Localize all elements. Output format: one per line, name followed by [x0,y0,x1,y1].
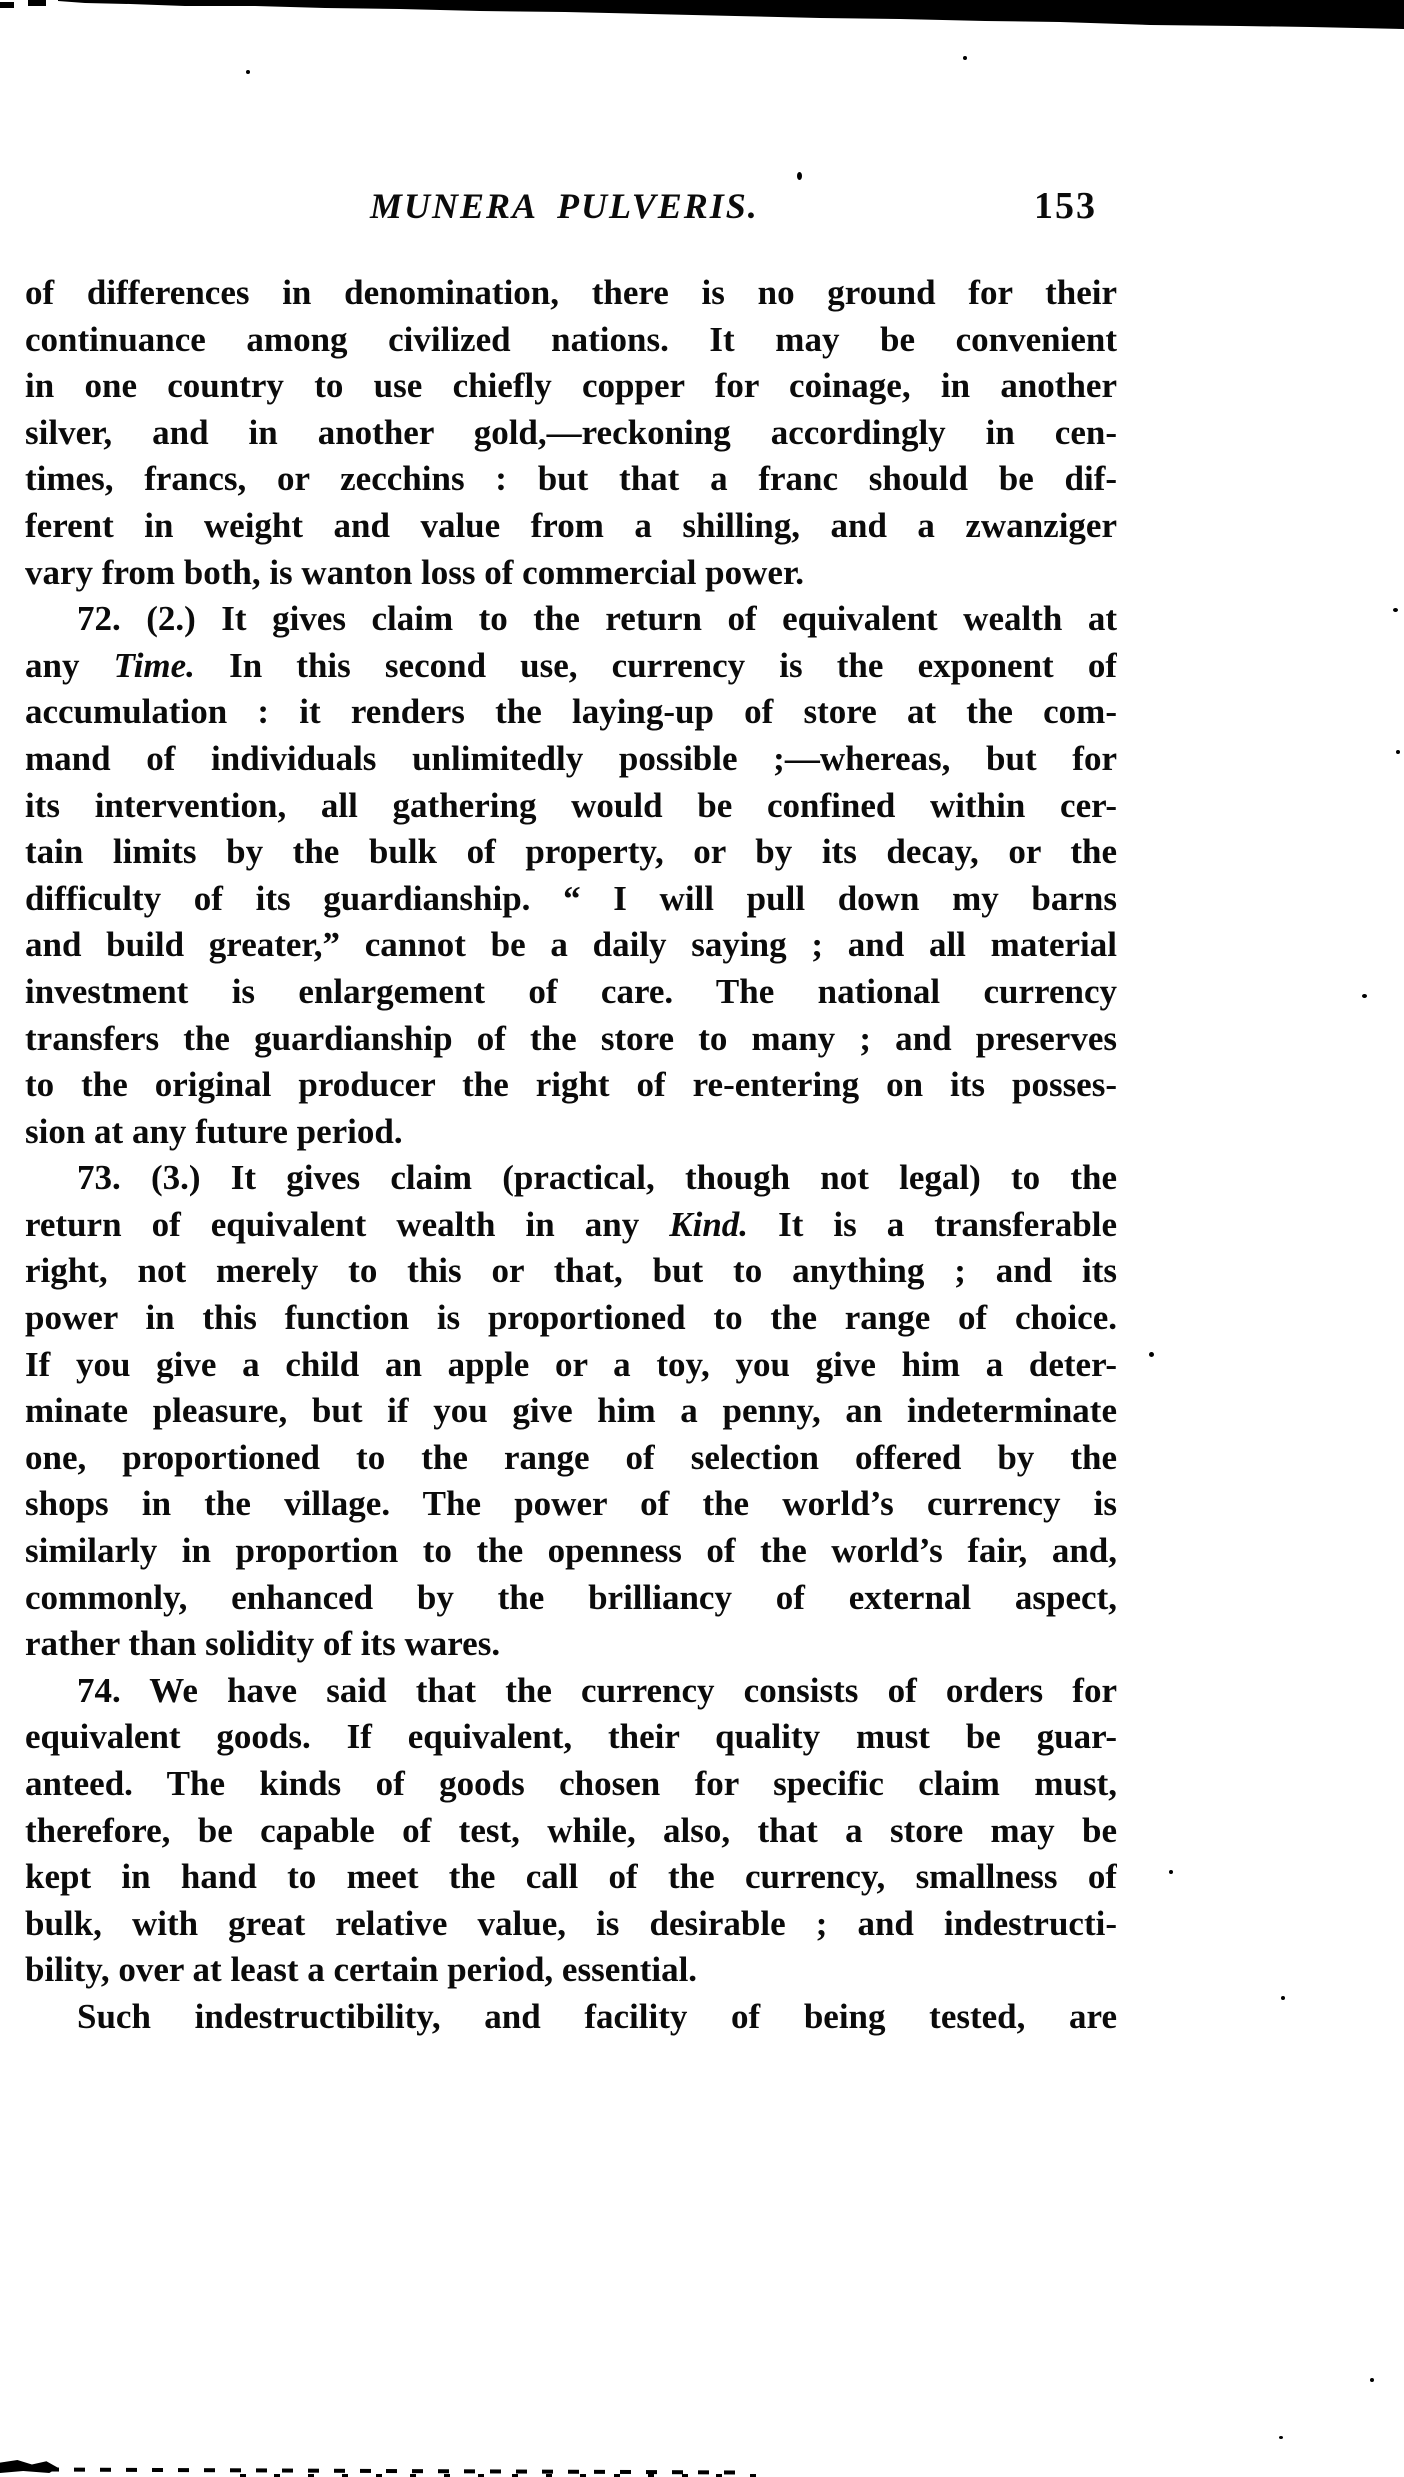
text-line: one, proportioned to the range of selection offered by the [25,1437,1117,1477]
text-line: sion at any future period. [25,1111,403,1151]
italic-word: Time. [113,645,195,685]
text-line: vary from both, is wanton loss of commercial power. [25,552,805,592]
ink-speck [963,56,967,60]
ink-speck [797,172,802,180]
ink-speck [1169,1870,1173,1874]
ink-speck [1370,2378,1374,2382]
italic-word: Kind. [669,1204,749,1244]
ink-speck [246,70,250,74]
paragraph-1 [25,270,1117,596]
scan-speck [0,2,14,8]
text-line: 72. (2.) It gives claim to the return of equivalent wealth at [77,599,1117,639]
text-segment: In this second use, currency is the exponent of [194,645,1117,685]
text-line: silver, and in another gold,—reckoning accordingly in cen- [25,412,1117,452]
text-line: right, not merely to this or that, but to anything ; and its [25,1251,1117,1291]
running-header [0,184,1404,228]
ink-speck [1362,994,1367,998]
ink-speck [1279,2436,1283,2439]
text-line: bility, over at least a certain period, essential. [25,1950,698,1990]
scan-speck [28,0,46,6]
text-line: Such indestructibility, and facility of being tested, are [77,1996,1117,2036]
text-line: transfers the guardianship of the store to many ; and preserves [25,1018,1117,1058]
text-line: difficulty of its guardianship. “ I will pull down my barns [25,878,1117,918]
paragraph-73 [25,1155,1117,1668]
text-line: equivalent goods. If equivalent, their quality must be guar- [25,1717,1117,1757]
text-line: mand of individuals unlimitedly possible ;—whereas, but for [25,738,1117,778]
text-line: commonly, enhanced by the brilliancy of external aspect, [25,1577,1117,1617]
paragraph-75 [25,1994,1117,2041]
text-line: its intervention, all gathering would be confined within cer- [25,785,1117,825]
text-line: kept in hand to meet the call of the currency, smallness of [25,1857,1117,1897]
text-line: to the original producer the right of re-entering on its posses- [25,1065,1117,1105]
text-line: rather than solidity of its wares. [25,1624,501,1664]
text-line [25,643,1117,690]
text-line: similarly in proportion to the openness of the world’s fair, and, [25,1531,1117,1571]
text-line: shops in the village. The power of the world’s currency is [25,1484,1117,1524]
text-line: 73. (3.) It gives claim (practical, though not legal) to the [77,1158,1117,1198]
text-line: investment is enlargement of care. The national currency [25,971,1117,1011]
ink-speck [1281,1996,1285,2000]
ink-speck [1149,1352,1154,1357]
paragraph-72 [25,596,1117,1155]
text-line: tain limits by the bulk of property, or by its decay, or the [25,832,1117,872]
text-line: in one country to use chiefly copper for coinage, in another [25,366,1117,406]
running-title: MUNERA PULVERIS. [370,186,759,226]
text-line: accumulation : it renders the laying-up of store at the com- [25,692,1117,732]
text-line: continuance among civilized nations. It may be convenient [25,319,1117,359]
text-segment: any [25,645,114,685]
page-number: 153 [1034,185,1097,227]
text-line: of differences in denomination, there is no ground for their [25,273,1117,312]
text-segment: return of equivalent wealth in any [25,1204,670,1244]
text-line: bulk, with great relative value, is desirable ; and indestructi- [25,1903,1117,1943]
ink-speck [1396,750,1400,754]
text-line [25,1202,1117,1249]
text-line: anteed. The kinds of goods chosen for specific claim must, [25,1764,1117,1803]
body-text [25,270,1117,2041]
scanner-artifact-top-bar [0,0,1404,32]
text-line: therefore, be capable of test, while, also, that a store may be [25,1810,1117,1850]
paragraph-74 [25,1668,1117,1994]
text-line: 74. We have said that the currency consists of orders for [77,1670,1117,1710]
text-line: minate pleasure, but if you give him a penny, an indeterminate [25,1391,1117,1431]
text-line: If you give a child an apple or a toy, you give him a deter- [25,1344,1117,1384]
text-line: ferent in weight and value from a shilling, and a zwanziger [25,505,1117,545]
text-segment: It is a transferable [748,1204,1117,1244]
text-line: times, francs, or zecchins : but that a franc should be dif- [25,459,1117,499]
text-line: and build greater,” cannot be a daily saying ; and all material [25,925,1117,965]
ink-speck [1393,608,1398,612]
text-line: power in this function is proportioned to the range of choice. [25,1298,1117,1338]
